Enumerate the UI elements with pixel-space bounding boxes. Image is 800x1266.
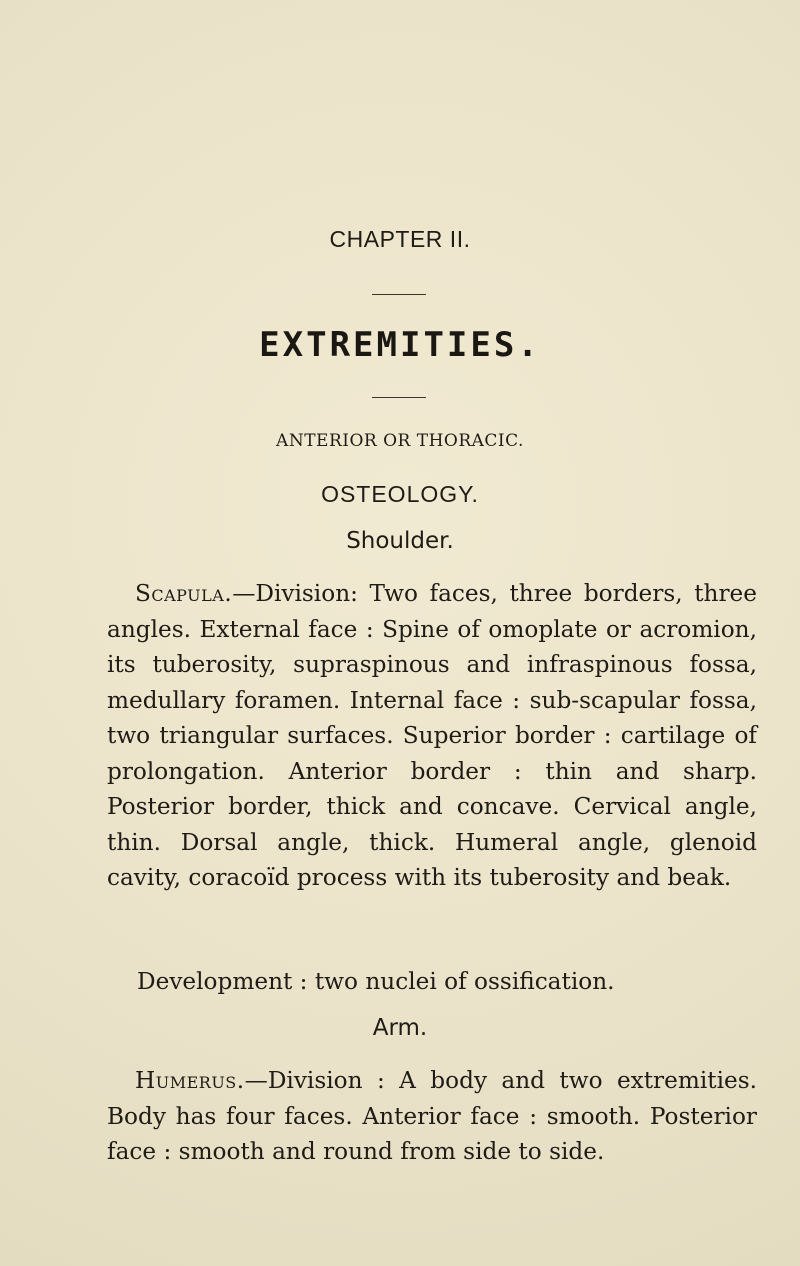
paragraph-text: —Division : A body and two extremities. Body has four faces. Anterior face : smooth. Posterior face : smooth and round from side to side.: [107, 1067, 757, 1165]
page-title: EXTREMITIES.: [259, 325, 541, 365]
chapter-heading: CHAPTER II.: [329, 226, 471, 252]
section-heading: OSTEOLOGY.: [321, 481, 479, 507]
paragraph-development: Development : two nuclei of ossification.: [137, 968, 615, 995]
lead-term-scapula: Scapula.: [135, 580, 233, 607]
paragraph-text: —Division: Two faces, three borders, three angles. External face : Spine of omoplate or acromion, its tuberosity, supraspinous and infraspinous fossa, medullary foramen. Internal face : sub-scapular fossa, two triangular surfaces. Superior border : cartilage of prolongation. Anterior border : thin and sharp. Posterior border, thick and concave. Cervical angle, thin. Dorsal angle, thick. Humeral angle, glenoid cavity, coracoïd process with its tuberosity and beak.: [107, 580, 757, 891]
subsection-heading-arm: Arm.: [372, 1015, 428, 1041]
subsection-heading-shoulder: Shoulder.: [346, 528, 454, 554]
divider-rule: [372, 397, 426, 398]
lead-term-humerus: Humerus.: [135, 1067, 245, 1094]
paragraph-scapula: [107, 576, 757, 896]
paragraph-humerus: [107, 1063, 757, 1170]
divider-rule: [372, 294, 426, 295]
subtitle: ANTERIOR OR THORACIC.: [276, 431, 524, 451]
